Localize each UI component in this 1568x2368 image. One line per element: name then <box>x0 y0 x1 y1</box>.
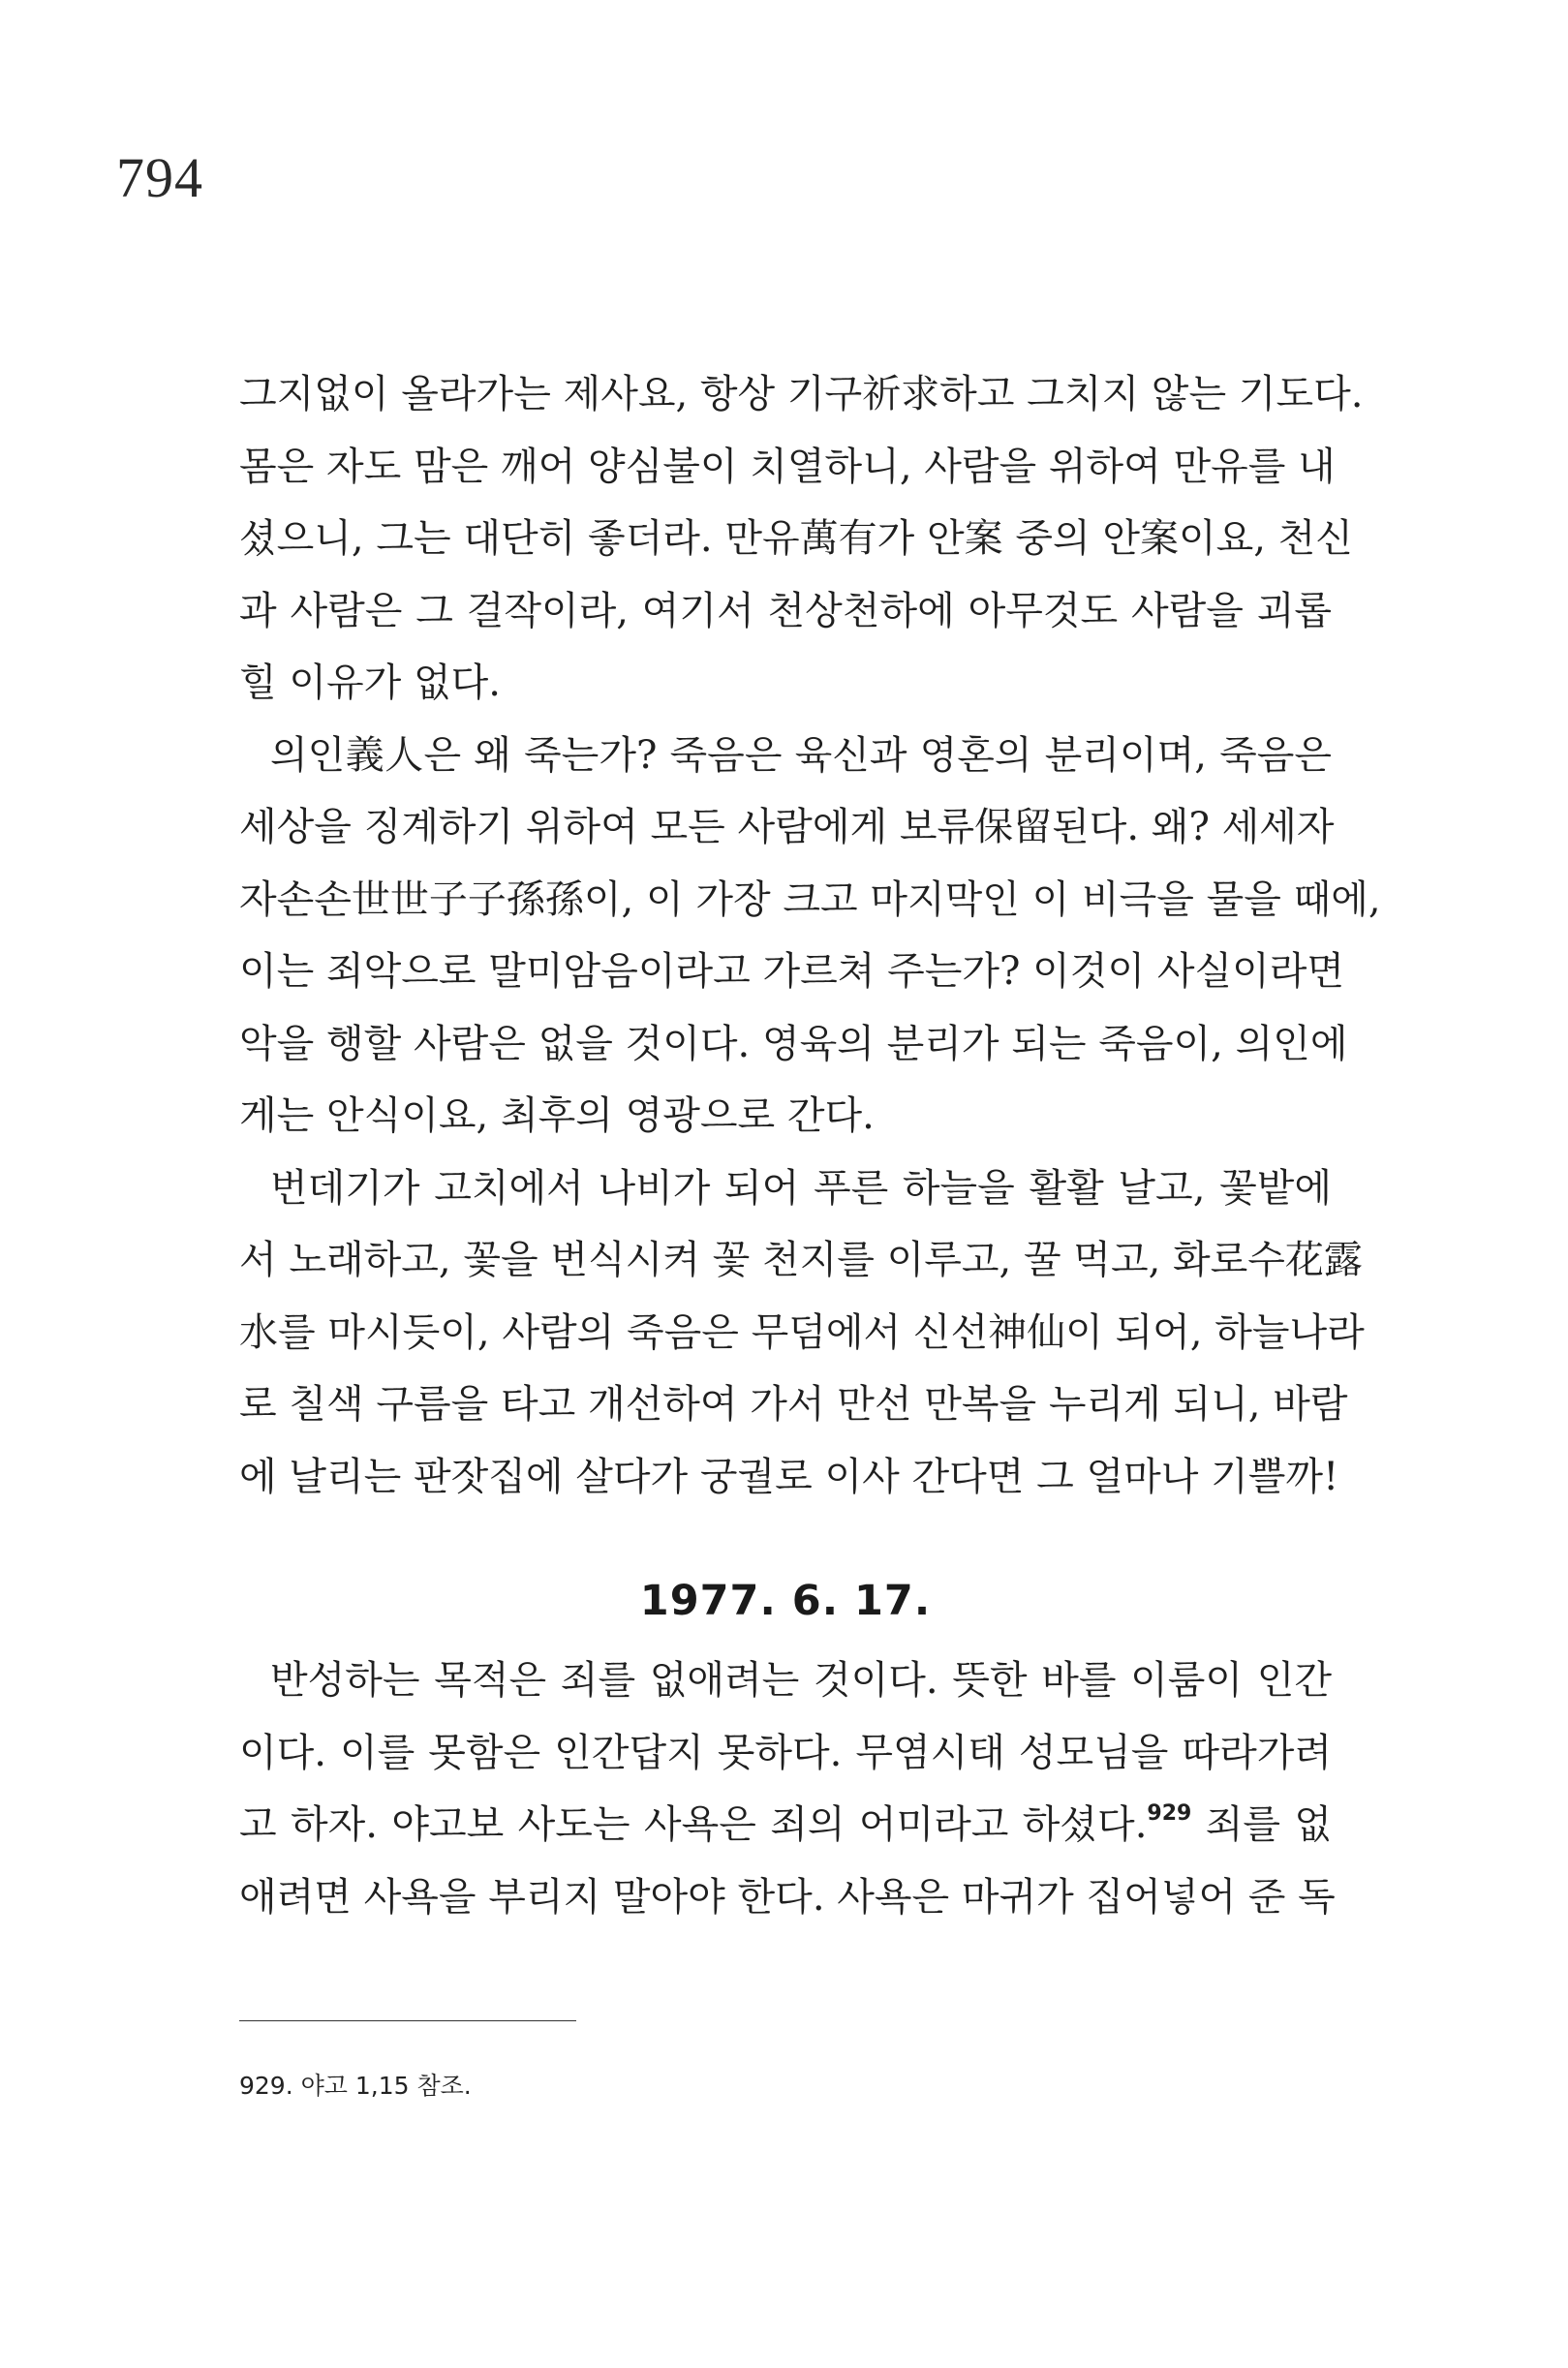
date-heading: 1977. 6. 17. <box>639 1577 932 1625</box>
page-number: 794 <box>116 146 203 209</box>
paragraph-1 <box>239 358 1364 720</box>
paragraph-3 <box>239 1153 1365 1514</box>
text-line: 서 노래하고, 꽃을 번식시켜 꽃 천지를 이루고, 꿀 먹고, 화로수花露 <box>239 1238 1363 1282</box>
text-line: 이는 죄악으로 말미암음이라고 가르쳐 주는가? 이것이 사실이라면 <box>239 949 1345 994</box>
text-segment: 고 하자. 야고보 사도는 사욕은 죄의 어미라고 하셨다. <box>239 1802 1148 1847</box>
paragraph-2 <box>239 720 1381 1153</box>
text-line: 몸은 자도 맘은 깨어 양심불이 치열하니, 사람을 위하여 만유를 내 <box>239 444 1336 489</box>
text-line: 세상을 징계하기 위하여 모든 사람에게 보류保留된다. 왜? 세세자 <box>239 805 1335 849</box>
text-line: 반성하는 목적은 죄를 없애려는 것이다. 뜻한 바를 이룸이 인간 <box>270 1658 1332 1703</box>
paragraph-4 <box>239 1645 1336 1933</box>
text-line-with-footnote <box>239 1789 1332 1861</box>
text-segment: 죄를 없 <box>1191 1802 1332 1847</box>
text-line: 이다. 이를 못함은 인간답지 못하다. 무염시태 성모님을 따라가려 <box>239 1730 1332 1775</box>
text-line: 악을 행할 사람은 없을 것이다. 영육의 분리가 되는 죽음이, 의인에 <box>239 1021 1348 1066</box>
text-line: 셨으니, 그는 대단히 좋더라. 만유萬有가 안案 중의 안案이요, 천신 <box>239 516 1353 561</box>
text-line: 水를 마시듯이, 사람의 죽음은 무덤에서 신선神仙이 되어, 하늘나라 <box>239 1309 1365 1355</box>
text-line: 에 날리는 판잣집에 살다가 궁궐로 이사 간다면 그 얼마나 기쁠까! <box>239 1454 1339 1499</box>
main-text-section-2 <box>239 1645 1336 1933</box>
footnote: 929. 야고 1,15 참조. <box>239 2072 472 2100</box>
text-line: 번데기가 고치에서 나비가 되어 푸른 하늘을 활활 날고, 꽃밭에 <box>270 1165 1332 1211</box>
text-line: 자손손世世子子孫孫이, 이 가장 크고 마지막인 이 비극을 물을 때에, <box>239 876 1381 922</box>
text-line: 로 칠색 구름을 타고 개선하여 가서 만선 만복을 누리게 되니, 바람 <box>239 1382 1348 1427</box>
text-line: 그지없이 올라가는 제사요, 항상 기구祈求하고 그치지 않는 기도다. <box>239 372 1364 416</box>
text-line: 게는 안식이요, 최후의 영광으로 간다. <box>239 1093 875 1138</box>
text-line: 의인義人은 왜 죽는가? 죽음은 육신과 영혼의 분리이며, 죽음은 <box>270 732 1332 778</box>
text-line: 힐 이유가 없다. <box>239 661 501 705</box>
footnote-reference[interactable]: 929 <box>1147 1801 1192 1826</box>
main-text-section-1 <box>239 358 1381 1513</box>
text-line: 애려면 사욕을 부리지 말아야 한다. 사욕은 마귀가 집어넣어 준 독 <box>239 1874 1336 1920</box>
footnote-divider <box>239 2020 576 2021</box>
text-line: 과 사람은 그 걸작이라, 여기서 천상천하에 아무것도 사람을 괴롭 <box>239 588 1332 633</box>
